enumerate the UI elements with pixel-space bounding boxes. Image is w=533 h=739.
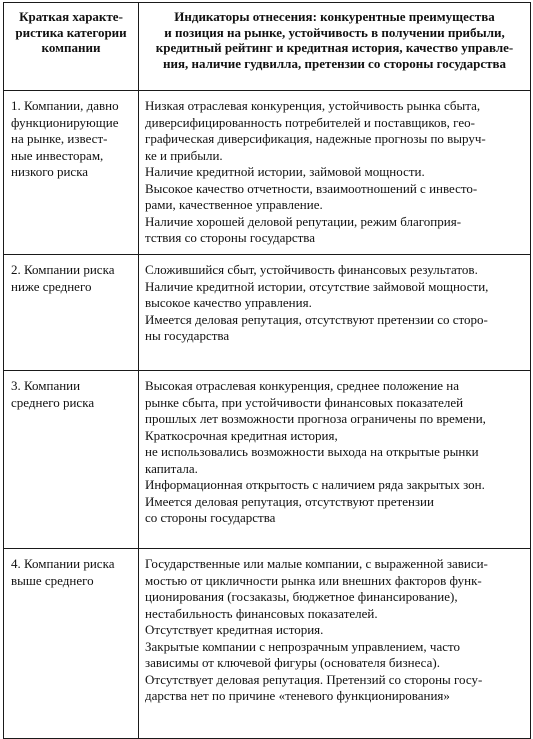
indicator-line: прошлых лет возможности прогноза ограничены по времени, [145, 411, 486, 426]
category-cell [4, 371, 139, 549]
indicator-line: рами, качественное управление. [145, 197, 323, 212]
indicators-cell [139, 549, 531, 739]
indicator-line: Имеется деловая репутация, отсутствуют претензии [145, 493, 434, 509]
header-category-line: ристика категории [15, 24, 127, 40]
indicator-line: Высокое качество отчетности, взаимоотношений с инвесто- [145, 180, 478, 196]
category-line: 1. Компании, давно [11, 98, 119, 113]
indicator-line: графическая диверсификация, надежные прогнозы по выруч- [145, 131, 486, 146]
indicator-line: не использовались возможности выхода на открытые рынки [145, 444, 479, 459]
category-line: среднего риска [11, 394, 95, 410]
header-indicators-line: Индикаторы отнесения: конкурентные преимущества [174, 9, 495, 24]
indicator-line: Государственные или малые компании, с выраженной зависи- [145, 556, 488, 571]
header-indicators-line: ния, наличие гудвилла, претензии со стороны государства [162, 55, 507, 71]
indicator-line: капитала. [145, 460, 198, 476]
category-line: на рынке, извест- [11, 131, 108, 146]
category-line: 3. Компании [11, 378, 81, 393]
category-line: ниже среднего [11, 278, 92, 294]
indicator-line: мостью от цикличности рынка или внешних факторов функ- [145, 572, 482, 588]
indicator-line: диверсифицированность потребителей и поставщиков, гео- [145, 114, 475, 130]
category-line: ные инвесторам, [11, 147, 104, 163]
category-line: 4. Компании риска [11, 556, 115, 571]
header-category [4, 3, 139, 91]
indicator-line: нестабильность финансовых показателей. [145, 605, 378, 621]
indicators-cell [139, 371, 531, 549]
indicator-line: высокое качество управления. [145, 295, 312, 310]
indicators-cell [139, 255, 531, 371]
indicator-line: Отсутствует кредитная история. [145, 622, 324, 637]
indicator-line: зависимы от ключевой фигуры (основателя бизнеса). [145, 655, 440, 670]
indicator-line: Наличие кредитной истории, займовой мощности. [145, 164, 425, 179]
indicator-line: Имеется деловая репутация, отсутствуют претензии со сторо- [145, 311, 488, 327]
indicators-cell [139, 91, 531, 255]
indicator-line: тствия со стороны государства [145, 230, 316, 245]
indicator-line: Высокая отраслевая конкуренция, среднее положение на [145, 378, 460, 393]
indicator-line: Низкая отраслевая конкуренция, устойчивость рынка сбыта, [145, 98, 481, 113]
indicator-line: Сложившийся сбыт, устойчивость финансовых результатов. [145, 262, 478, 277]
indicator-line: Наличие хорошей деловой репутации, режим благоприя- [145, 213, 462, 229]
indicator-line: Информационная открытость с наличием ряда закрытых зон. [145, 477, 485, 492]
risk-category-table [3, 2, 531, 739]
header-category-line: Краткая характе- [19, 9, 123, 24]
table-row [4, 91, 531, 255]
table-row [4, 549, 531, 739]
table-header-row [4, 3, 531, 91]
indicator-line: Закрытые компании с непрозрачным управлением, часто [145, 638, 460, 654]
indicator-line: Отсутствует деловая репутация. Претензий со стороны госу- [145, 671, 483, 687]
header-indicators-line: кредитный рейтинг и кредитная история, качество управле- [155, 40, 514, 55]
category-line: функционирующие [11, 114, 119, 130]
header-indicators-line: и позиция на рынке, устойчивость в получении прибыли, [164, 24, 505, 40]
indicator-line: дарства нет по причине «теневого функционирования» [145, 688, 450, 703]
category-line: низкого риска [11, 164, 89, 179]
table-row [4, 371, 531, 549]
category-cell [4, 91, 139, 255]
indicator-line: Наличие кредитной истории, отсутствие займовой мощности, [145, 278, 489, 294]
indicator-line: ны государства [145, 328, 230, 343]
table-row [4, 255, 531, 371]
header-category-line: компании [41, 40, 101, 55]
indicator-line: ционирования (госзаказы, бюджетное финансирование), [145, 589, 458, 604]
category-cell [4, 549, 139, 739]
category-line: 2. Компании риска [11, 262, 115, 277]
category-cell [4, 255, 139, 371]
indicator-line: со стороны государства [145, 510, 276, 525]
category-line: выше среднего [11, 572, 94, 588]
indicator-line: ке и прибыли. [145, 147, 223, 163]
header-indicators [139, 3, 531, 91]
indicator-line: Краткосрочная кредитная история, [145, 427, 338, 443]
indicator-line: рынке сбыта, при устойчивости финансовых показателей [145, 394, 464, 410]
